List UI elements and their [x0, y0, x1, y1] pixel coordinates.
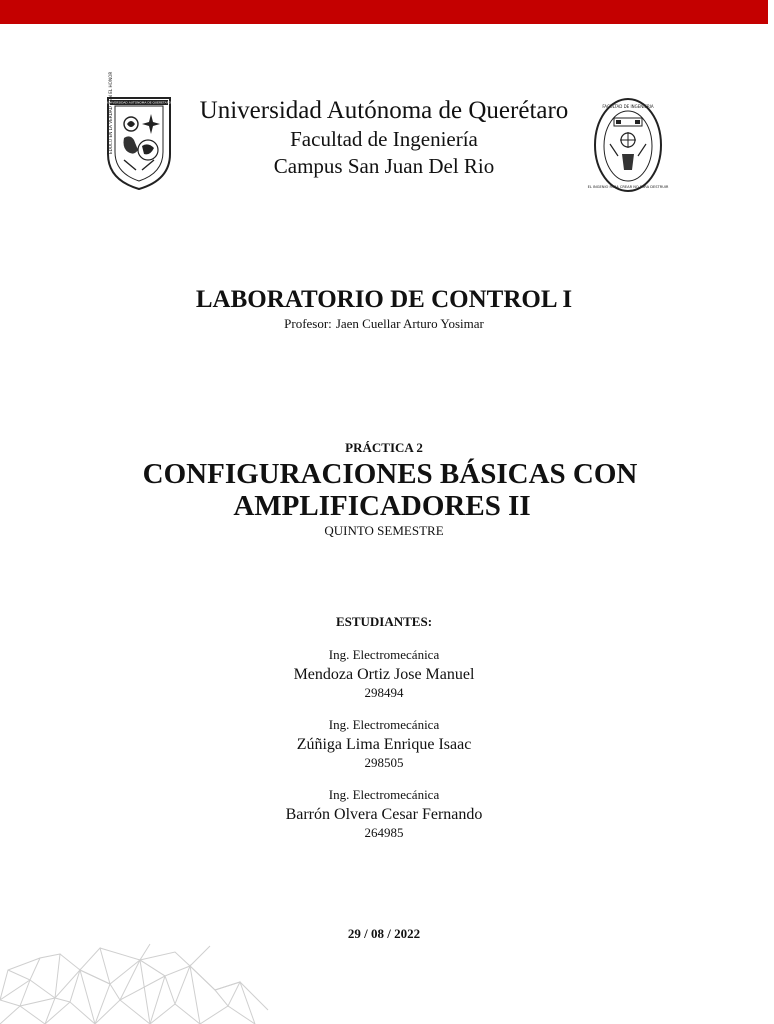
professor-name: Jaen Cuellar Arturo Yosimar [335, 316, 484, 331]
faculty-name: Facultad de Ingeniería [290, 127, 478, 151]
right-seal-top-text: FACULTAD DE INGENIERIA [602, 104, 654, 109]
practice-title-line-2: AMPLIFICADORES II [233, 490, 531, 522]
students-heading: ESTUDIANTES: [335, 614, 433, 629]
student-career: Ing. Electromecánica [328, 647, 440, 662]
left-seal-top-text: UNIVERSIDAD AUTONOMA DE QUERETARO [106, 100, 172, 105]
decorative-polygon-mesh [0, 940, 270, 1024]
semester: QUINTO SEMESTRE [324, 523, 444, 538]
practice-title-line-1: CONFIGURACIONES BÁSICAS CON [142, 458, 638, 490]
student-id: 298494 [364, 685, 404, 700]
top-accent-bar [0, 0, 768, 24]
professor-label: Profesor: [284, 316, 332, 331]
student-career: Ing. Electromecánica [328, 787, 440, 802]
professor-line [0, 316, 768, 332]
student-career: Ing. Electromecánica [328, 717, 440, 732]
right-seal-motto: EL INGENIO PARA CREAR NO PARA DESTRUIR [587, 185, 669, 189]
campus-name: Campus San Juan Del Rio [273, 154, 495, 178]
student-id: 298505 [364, 755, 404, 770]
student-name: Mendoza Ortiz Jose Manuel [293, 666, 475, 683]
student-id: 264985 [364, 825, 404, 840]
practice-number: PRÁCTICA 2 [345, 440, 423, 455]
left-seal-motto: EDUCO EN LA VERDAD Y EN EL HONOR [108, 71, 113, 154]
student-name: Barrón Olvera Cesar Fernando [285, 806, 483, 823]
course-title: LABORATORIO DE CONTROL I [195, 286, 573, 313]
university-name: Universidad Autónoma de Querétaro [199, 97, 569, 124]
document-date: 29 / 08 / 2022 [347, 926, 421, 941]
student-name: Zúñiga Lima Enrique Isaac [296, 736, 472, 753]
